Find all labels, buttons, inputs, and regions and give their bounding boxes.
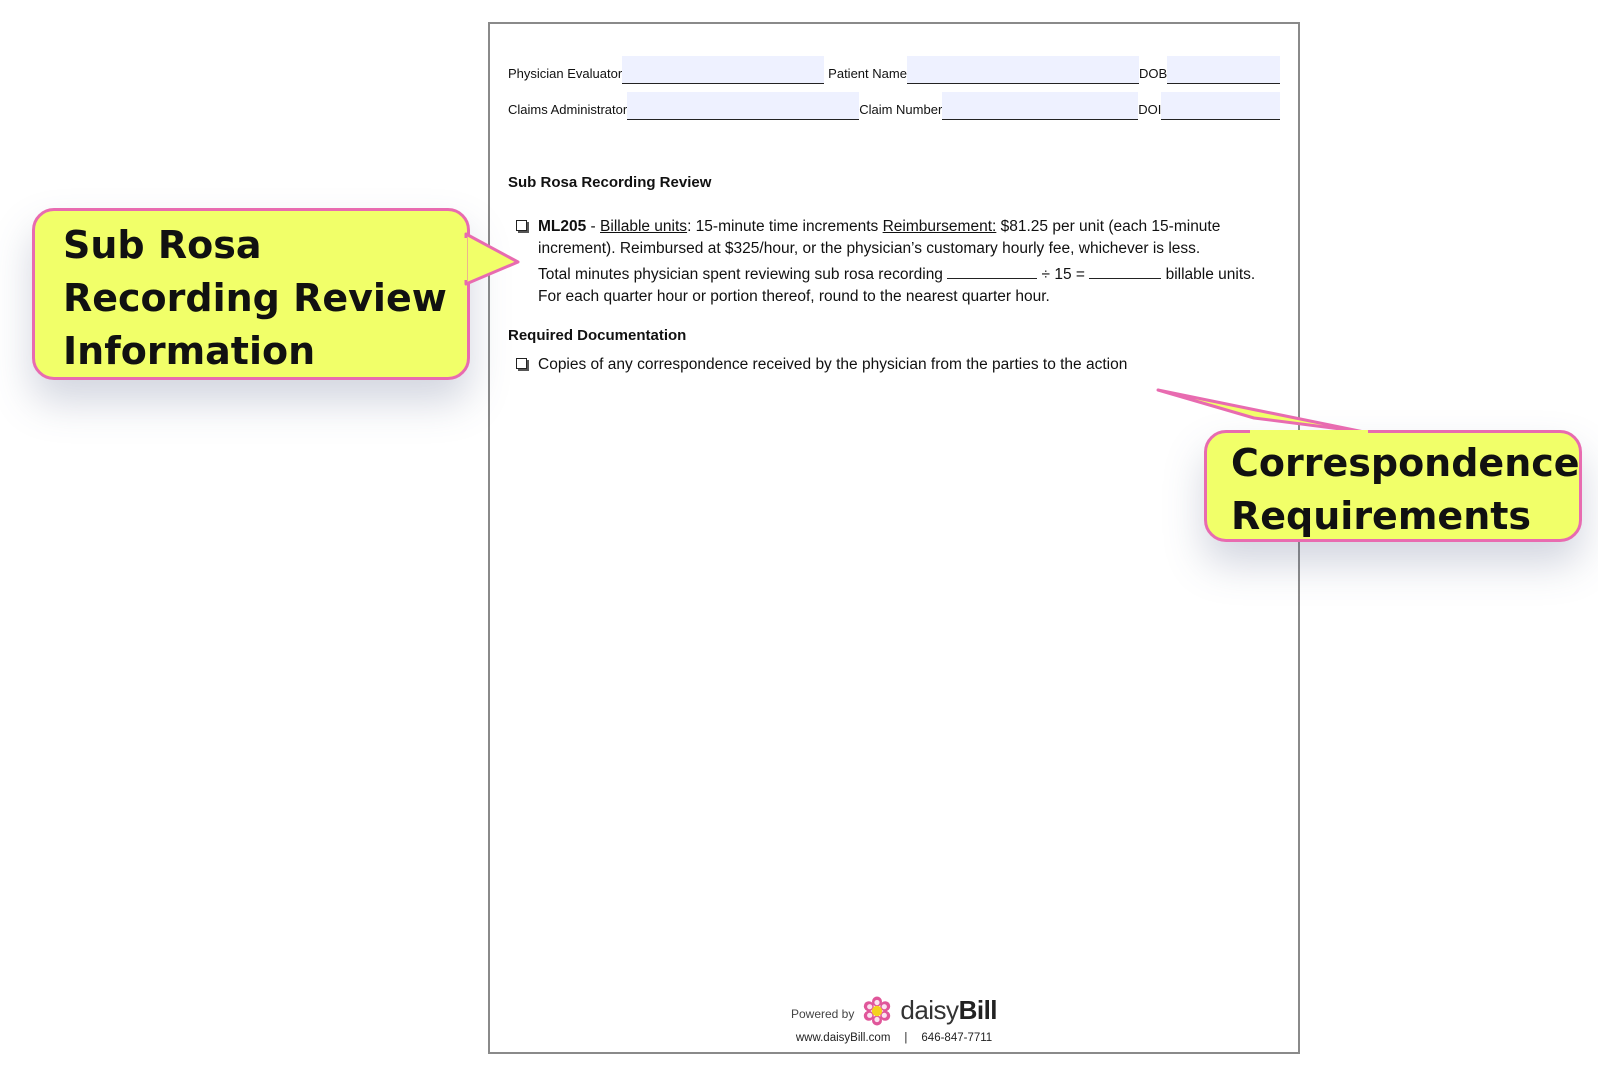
doi-label: DOI bbox=[1138, 102, 1162, 117]
doi-field[interactable] bbox=[1161, 92, 1280, 120]
correspondence-text: Copies of any correspondence received by the physician from the parties to the action bbox=[538, 356, 1128, 373]
patient-name-field[interactable] bbox=[907, 56, 1139, 84]
callout-left-line-2: Recording Review bbox=[63, 276, 447, 320]
callout-left-pointer bbox=[460, 230, 530, 290]
reimbursement-label: Reimbursement: bbox=[882, 218, 997, 235]
ml205-item bbox=[538, 216, 1278, 308]
form-page bbox=[488, 22, 1300, 1054]
physician-evaluator-label: Physician Evaluator bbox=[508, 66, 623, 81]
dob-label: DOB bbox=[1138, 66, 1168, 81]
footer bbox=[490, 995, 1298, 1044]
header-row-1 bbox=[508, 54, 1280, 84]
callout-left-line-1: Sub Rosa bbox=[63, 223, 262, 267]
website-text[interactable]: www.daisyBill.com bbox=[795, 1032, 891, 1044]
daisy-flower-icon bbox=[862, 996, 892, 1026]
total-minutes-text: Total minutes physician spent reviewing sub rosa recording bbox=[538, 266, 948, 283]
header-row-2 bbox=[508, 90, 1280, 120]
physician-evaluator-field[interactable] bbox=[622, 56, 824, 84]
claims-administrator-field[interactable] bbox=[627, 92, 859, 120]
contact-row bbox=[490, 1032, 1298, 1044]
phone-text: 646-847-7711 bbox=[921, 1032, 993, 1044]
ml205-code: ML205 bbox=[538, 218, 587, 235]
callout-right-line-1: Correspondence bbox=[1231, 441, 1580, 485]
reimbursement-text: $81.25 per unit (each 15-minute increment). Reimbursed at $325/hour, or the physician’s customary hourly fee, whichever is less. bbox=[538, 218, 1221, 257]
correspondence-item bbox=[538, 354, 1278, 376]
callout-right-line-2: Requirements bbox=[1231, 494, 1532, 538]
callout-right-pointer bbox=[1150, 386, 1370, 438]
callout-correspondence bbox=[1204, 430, 1582, 542]
contact-separator: | bbox=[904, 1032, 908, 1044]
dob-field[interactable] bbox=[1167, 56, 1280, 84]
billable-units-field[interactable] bbox=[1089, 264, 1161, 279]
ml205-calculation bbox=[538, 264, 1278, 308]
claim-number-label: Claim Number bbox=[859, 102, 943, 117]
section-title-sub-rosa: Sub Rosa Recording Review bbox=[508, 174, 712, 191]
powered-by-row bbox=[490, 995, 1298, 1026]
total-minutes-field[interactable] bbox=[947, 264, 1037, 279]
ml205-dash: - bbox=[586, 218, 601, 235]
claim-number-field[interactable] bbox=[942, 92, 1138, 120]
callout-left-line-3: Information bbox=[63, 329, 316, 373]
claims-administrator-label: Claims Administrator bbox=[508, 102, 628, 117]
billable-units-label: Billable units bbox=[600, 218, 688, 235]
section-title-required-documentation: Required Documentation bbox=[508, 327, 687, 344]
callout-sub-rosa bbox=[32, 208, 470, 380]
billable-units-text: : 15-minute time increments bbox=[687, 218, 883, 235]
patient-name-label: Patient Name bbox=[828, 66, 907, 81]
powered-by-label: Powered by bbox=[790, 1006, 855, 1021]
daisybill-logo: daisyBill bbox=[900, 995, 998, 1025]
billable-suffix-text: billable units. For each quarter hour or portion thereof, round to the nearest quarter hour. bbox=[538, 266, 1256, 305]
correspondence-checkbox[interactable] bbox=[516, 358, 527, 369]
divide-text: ÷ 15 = bbox=[1037, 266, 1090, 283]
